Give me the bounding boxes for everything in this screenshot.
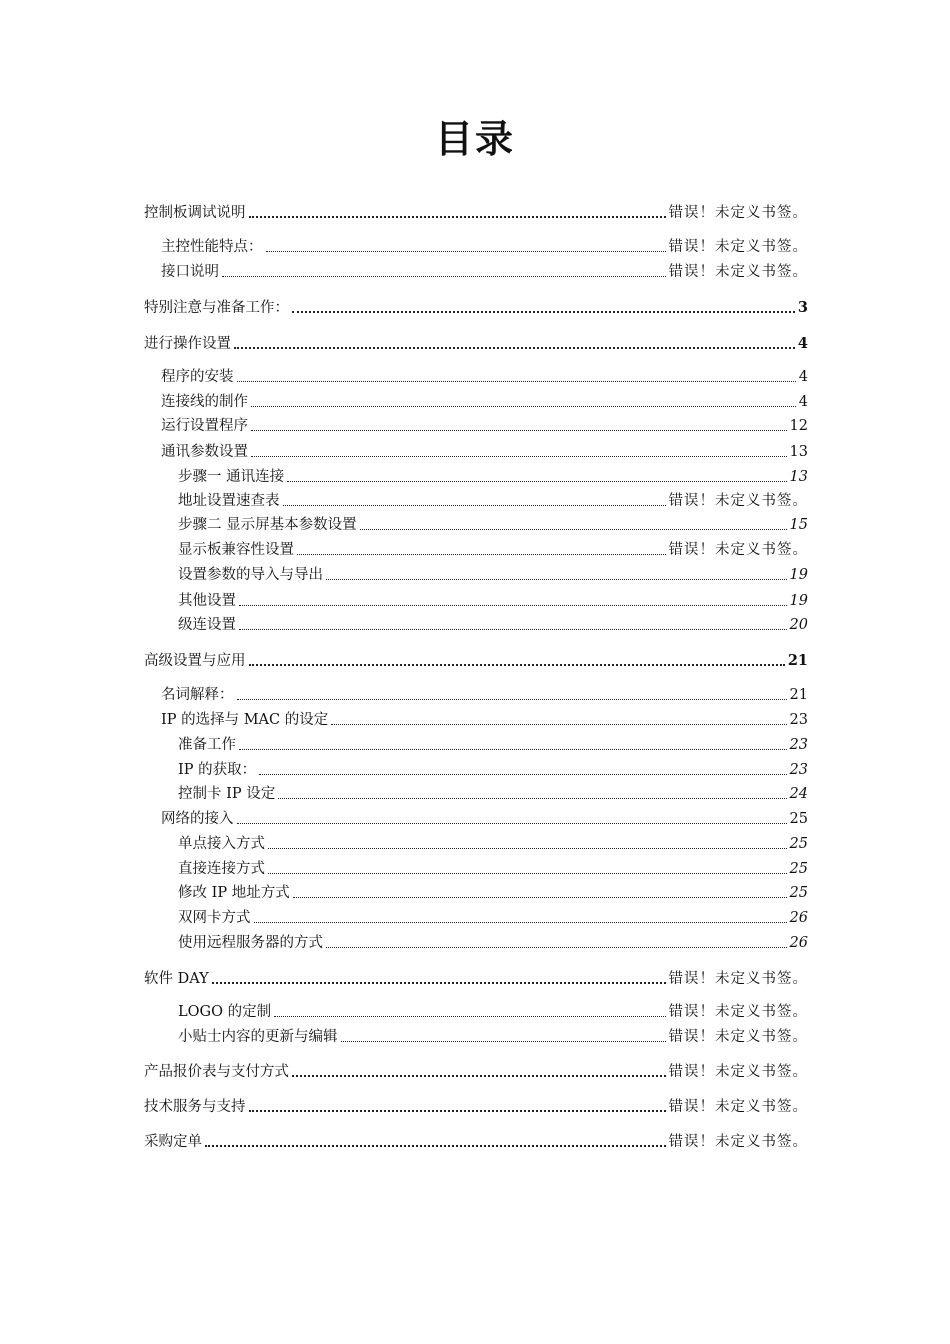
toc-page-number: 错误！未定义书签。	[668, 205, 808, 221]
toc-entry-title: 采购定单	[144, 1134, 202, 1150]
toc-page-number: 26	[789, 935, 808, 951]
toc-entry-title: 控制板调试说明	[144, 205, 246, 221]
toc-page-number: 错误！未定义书签。	[668, 1029, 808, 1045]
toc-page-number: 错误！未定义书签。	[668, 1004, 808, 1020]
toc-leader-dots	[268, 873, 787, 874]
toc-page-number: 23	[789, 737, 808, 753]
toc-entry-title: 接口说明	[161, 264, 219, 280]
toc-entry-title: 连接线的制作	[161, 394, 248, 410]
toc-page-number: 15	[789, 517, 808, 533]
toc-entry[interactable]	[144, 830, 808, 854]
page-title: 目录	[434, 117, 515, 161]
toc-entry[interactable]	[144, 756, 808, 780]
toc-leader-dots	[268, 848, 787, 849]
toc-entry-title: 程序的安装	[161, 369, 234, 385]
toc-page-number: 错误！未定义书签。	[668, 493, 808, 509]
toc-entry-title: 直接连接方式	[178, 861, 265, 877]
toc-page-number: 错误！未定义书签。	[668, 542, 808, 558]
toc-entry[interactable]	[144, 904, 808, 928]
toc-page-number: 19	[789, 567, 808, 583]
toc-leader-dots	[292, 1075, 666, 1077]
toc-entry[interactable]	[144, 731, 808, 755]
toc-page-number: 错误！未定义书签。	[668, 239, 808, 255]
toc-entry[interactable]	[144, 258, 808, 282]
toc-entry[interactable]	[144, 965, 808, 989]
toc-entry-title: 进行操作设置	[144, 336, 231, 352]
toc-leader-dots	[297, 554, 666, 555]
toc-entry-title: 小贴士内容的更新与编辑	[178, 1029, 338, 1045]
toc-entry-title: 控制卡 IP 设定	[178, 786, 276, 802]
toc-leader-dots	[278, 798, 786, 799]
toc-entry-title: 准备工作	[178, 737, 236, 753]
toc-entry[interactable]	[144, 487, 808, 511]
toc-entry-title: 使用远程服务器的方式	[178, 935, 323, 951]
toc-entry[interactable]	[144, 233, 808, 257]
toc-leader-dots	[212, 982, 666, 984]
toc-page-number: 错误！未定义书签。	[668, 1099, 808, 1115]
toc-leader-dots	[293, 897, 787, 898]
toc-entry-title: 级连设置	[178, 617, 236, 633]
toc-leader-dots	[259, 774, 786, 775]
toc-page-number: 26	[789, 910, 808, 926]
toc-page-number: 21	[789, 687, 808, 703]
toc-entry-title: 网络的接入	[161, 811, 234, 827]
toc-leader-dots	[234, 347, 795, 349]
toc-entry-title: 显示板兼容性设置	[178, 542, 294, 558]
toc-leader-dots	[287, 481, 786, 482]
toc-entry[interactable]	[144, 463, 808, 487]
toc-entry[interactable]	[144, 998, 808, 1022]
toc-leader-dots	[254, 922, 787, 923]
toc-page-number: 25	[789, 885, 808, 901]
toc-leader-dots	[239, 605, 787, 606]
toc-leader-dots	[237, 381, 796, 382]
toc-leader-dots	[251, 456, 787, 457]
toc-leader-dots	[237, 699, 787, 700]
toc-entry[interactable]	[144, 330, 808, 354]
toc-page-number: 错误！未定义书签。	[668, 264, 808, 280]
toc-entry[interactable]	[144, 363, 808, 387]
toc-entry-title: 技术服务与支持	[144, 1099, 246, 1115]
toc-page-number: 4	[798, 369, 808, 385]
toc-leader-dots	[326, 579, 787, 580]
toc-entry-title: 软件 DAY	[144, 971, 209, 987]
toc-entry[interactable]	[144, 1128, 808, 1152]
toc-entry[interactable]	[144, 855, 808, 879]
toc-entry[interactable]	[144, 587, 808, 611]
toc-page-number: 13	[789, 444, 808, 460]
toc-leader-dots	[283, 505, 666, 506]
toc-page-number: 3	[797, 299, 808, 316]
toc-entry[interactable]	[144, 805, 808, 829]
toc-entry-title: 运行设置程序	[161, 418, 248, 434]
toc-entry[interactable]	[144, 879, 808, 903]
toc-leader-dots	[237, 823, 787, 824]
toc-entry[interactable]	[144, 412, 808, 436]
toc-page-number: 25	[789, 861, 808, 877]
toc-entry[interactable]	[144, 388, 808, 412]
toc-leader-dots	[331, 724, 786, 725]
toc-entry-title: 地址设置速查表	[178, 493, 280, 509]
toc-page-number: 19	[789, 593, 808, 609]
toc-entry-title: 高级设置与应用	[144, 653, 246, 669]
toc-entry-title: 设置参数的导入与导出	[178, 567, 323, 583]
toc-page-number: 25	[789, 836, 808, 852]
toc-leader-dots	[251, 406, 796, 407]
toc-entry-title: 步骤一 通讯连接	[178, 469, 285, 485]
toc-entry[interactable]	[144, 681, 808, 705]
toc-leader-dots	[326, 947, 787, 948]
toc-page-number: 4	[798, 394, 808, 410]
toc-leader-dots	[341, 1041, 666, 1042]
toc-entry-title: LOGO 的定制	[178, 1004, 272, 1020]
toc-leader-dots	[239, 629, 787, 630]
toc-leader-dots	[249, 1110, 666, 1112]
toc-leader-dots	[360, 529, 787, 530]
toc-entry[interactable]	[144, 536, 808, 560]
toc-leader-dots	[292, 311, 795, 313]
toc-entry-title: 特别注意与准备工作：	[144, 300, 289, 316]
toc-page-number: 13	[789, 469, 808, 485]
toc-page-number: 23	[789, 762, 808, 778]
toc-entry-title: IP 的获取：	[178, 762, 257, 778]
toc-entry[interactable]	[144, 780, 808, 804]
toc-entry[interactable]	[144, 294, 808, 318]
toc-leader-dots	[249, 216, 666, 218]
toc-entry-title: 主控性能特点：	[161, 239, 263, 255]
toc-entry[interactable]	[144, 1058, 808, 1082]
toc-leader-dots	[205, 1145, 666, 1147]
toc-entry-title: 修改 IP 地址方式	[178, 885, 290, 901]
toc-entry[interactable]	[144, 647, 808, 671]
toc-entry[interactable]	[144, 561, 808, 585]
toc-entry[interactable]	[144, 1023, 808, 1047]
toc-page-number: 24	[789, 786, 808, 802]
toc-entry-title: 产品报价表与支付方式	[144, 1064, 289, 1080]
toc-entry-title: 双网卡方式	[178, 910, 251, 926]
toc-entry[interactable]	[144, 511, 808, 535]
toc-page-number: 错误！未定义书签。	[668, 971, 808, 987]
toc-page-number: 25	[789, 811, 808, 827]
toc-leader-dots	[274, 1016, 665, 1017]
toc-entry-title: 名词解释：	[161, 687, 234, 703]
toc-entry-title: 通讯参数设置	[161, 444, 248, 460]
toc-leader-dots	[249, 664, 785, 666]
toc-entry[interactable]	[144, 199, 808, 223]
toc-entry-title: 其他设置	[178, 593, 236, 609]
toc-entry[interactable]	[144, 929, 808, 953]
toc-page-number: 21	[787, 652, 808, 669]
toc-page-number: 错误！未定义书签。	[668, 1064, 808, 1080]
toc-page-number: 4	[797, 335, 808, 352]
toc-leader-dots	[251, 430, 787, 431]
toc-entry[interactable]	[144, 706, 808, 730]
toc-leader-dots	[239, 749, 787, 750]
toc-page-number: 23	[789, 712, 808, 728]
toc-entry[interactable]	[144, 438, 808, 462]
toc-entry-title: IP 的选择与 MAC 的设定	[161, 712, 329, 728]
toc-leader-dots	[222, 276, 666, 277]
toc-page-number: 12	[789, 418, 808, 434]
toc-page-number: 20	[789, 617, 808, 633]
toc-entry-title: 单点接入方式	[178, 836, 265, 852]
toc-page-number: 错误！未定义书签。	[668, 1134, 808, 1150]
toc-leader-dots	[266, 251, 666, 252]
toc-entry[interactable]	[144, 1093, 808, 1117]
toc-entry-title: 步骤二 显示屏基本参数设置	[178, 517, 357, 533]
toc-entry[interactable]	[144, 611, 808, 635]
